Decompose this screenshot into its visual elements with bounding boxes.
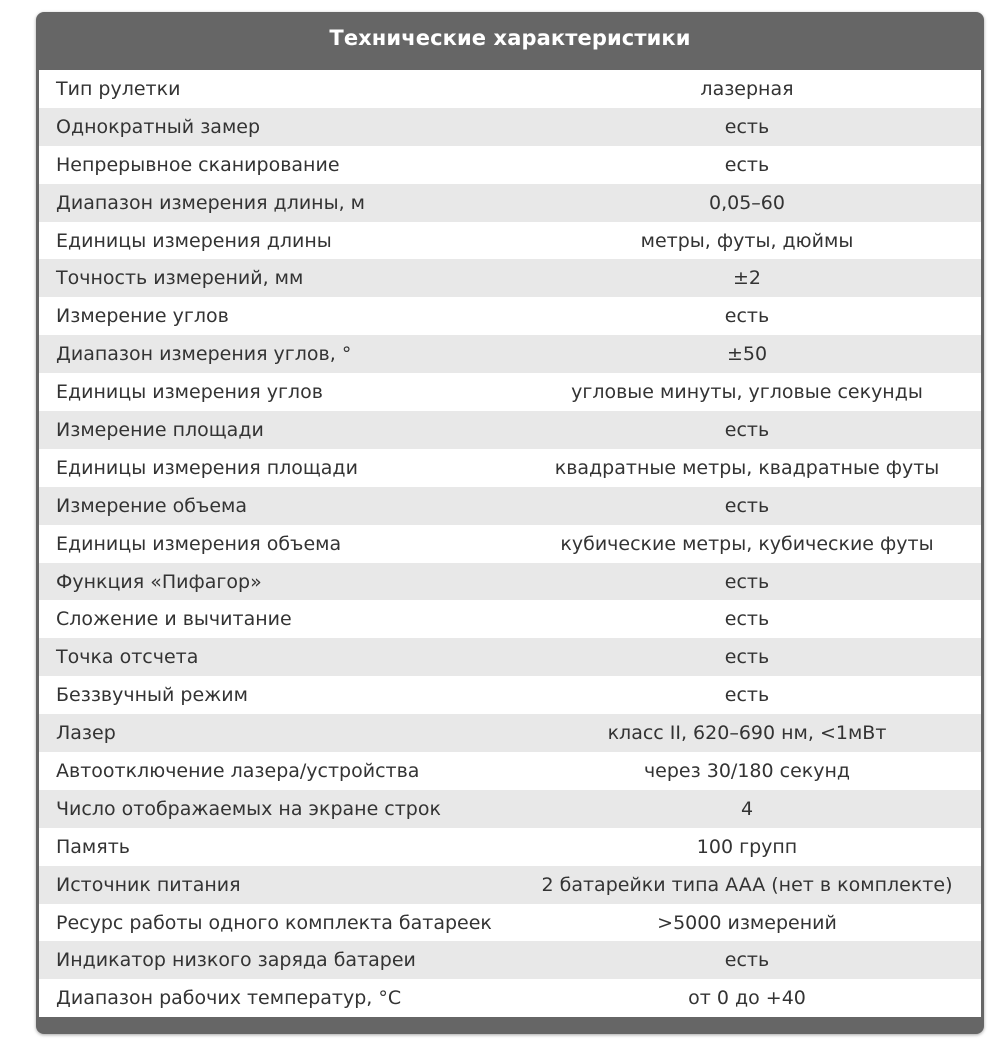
row-value: квадратные метры, квадратные футы bbox=[554, 456, 940, 479]
row-value: есть bbox=[724, 949, 770, 972]
row-label: Функция «Пифагор» bbox=[56, 570, 262, 593]
row-label: Тип рулетки bbox=[56, 77, 181, 100]
row-value: есть bbox=[724, 418, 770, 441]
row-label: Ресурс работы одного комплекта батареек bbox=[56, 911, 492, 934]
table-row bbox=[39, 297, 981, 335]
row-value: 100 групп bbox=[696, 835, 798, 858]
row-label: Число отображаемых на экране строк bbox=[56, 797, 441, 820]
table-row bbox=[39, 525, 981, 563]
row-value: метры, футы, дюймы bbox=[640, 229, 854, 252]
spec-table-title: Технические характеристики bbox=[329, 26, 691, 50]
row-label: Диапазон рабочих температур, °С bbox=[56, 987, 402, 1010]
row-value: есть bbox=[724, 608, 770, 631]
row-label: Однократный замер bbox=[56, 115, 261, 138]
row-value: есть bbox=[724, 646, 770, 669]
spec-table bbox=[36, 12, 984, 1034]
row-value: есть bbox=[724, 153, 770, 176]
table-row bbox=[39, 70, 981, 108]
spec-table-body bbox=[39, 70, 981, 1017]
row-value: есть bbox=[724, 305, 770, 328]
row-label: Единицы измерения длины bbox=[56, 229, 332, 252]
table-row bbox=[39, 259, 981, 297]
table-row bbox=[39, 828, 981, 866]
row-value: от 0 до +40 bbox=[688, 987, 806, 1010]
table-row bbox=[39, 866, 981, 904]
row-label: Диапазон измерения углов, ° bbox=[56, 343, 352, 366]
row-label: Источник питания bbox=[56, 873, 241, 896]
row-value: класс II, 620–690 нм, <1мВт bbox=[607, 722, 887, 745]
table-row bbox=[39, 904, 981, 942]
table-row bbox=[39, 638, 981, 676]
row-label: Диапазон измерения длины, м bbox=[56, 191, 366, 214]
row-value: 2 батарейки типа AAA (нет в комплекте) bbox=[541, 873, 953, 896]
row-value: есть bbox=[724, 570, 770, 593]
row-label: Автоотключение лазера/устройства bbox=[56, 759, 420, 782]
row-value: через 30/180 секунд bbox=[643, 759, 851, 782]
table-row bbox=[39, 184, 981, 222]
table-row bbox=[39, 487, 981, 525]
row-value: есть bbox=[724, 494, 770, 517]
row-label: Измерение объема bbox=[56, 494, 248, 517]
row-label: Единицы измерения объема bbox=[56, 532, 342, 555]
row-value: ±50 bbox=[726, 343, 768, 366]
row-value: есть bbox=[724, 684, 770, 707]
table-row bbox=[39, 563, 981, 601]
table-row bbox=[39, 979, 981, 1017]
table-row bbox=[39, 676, 981, 714]
row-value: кубические метры, кубические футы bbox=[560, 532, 934, 555]
table-row bbox=[39, 335, 981, 373]
row-label: Лазер bbox=[56, 722, 116, 745]
table-row bbox=[39, 941, 981, 979]
row-value: 0,05–60 bbox=[709, 191, 785, 214]
row-label: Единицы измерения площади bbox=[56, 456, 358, 479]
table-row bbox=[39, 411, 981, 449]
row-label: Индикатор низкого заряда батареи bbox=[56, 949, 416, 972]
row-label: Измерение площади bbox=[56, 418, 264, 441]
table-row bbox=[39, 108, 981, 146]
row-label: Беззвучный режим bbox=[56, 684, 248, 707]
table-row bbox=[39, 222, 981, 260]
table-row bbox=[39, 752, 981, 790]
table-row bbox=[39, 449, 981, 487]
row-label: Непрерывное сканирование bbox=[56, 153, 340, 176]
row-label: Единицы измерения углов bbox=[56, 381, 323, 404]
row-value: есть bbox=[724, 115, 770, 138]
row-label: Точность измерений, мм bbox=[56, 267, 304, 290]
table-row bbox=[39, 600, 981, 638]
row-label: Точка отсчета bbox=[56, 646, 199, 669]
table-row bbox=[39, 714, 981, 752]
table-row bbox=[39, 146, 981, 184]
table-row bbox=[39, 790, 981, 828]
row-value: угловые минуты, угловые секунды bbox=[571, 381, 923, 404]
row-value: 4 bbox=[740, 797, 754, 820]
row-value: >5000 измерений bbox=[657, 911, 837, 934]
table-row bbox=[39, 373, 981, 411]
row-value: ±2 bbox=[732, 267, 761, 290]
row-label: Измерение углов bbox=[56, 305, 229, 328]
row-value: лазерная bbox=[700, 77, 794, 100]
row-label: Память bbox=[56, 835, 130, 858]
row-label: Сложение и вычитание bbox=[56, 608, 292, 631]
